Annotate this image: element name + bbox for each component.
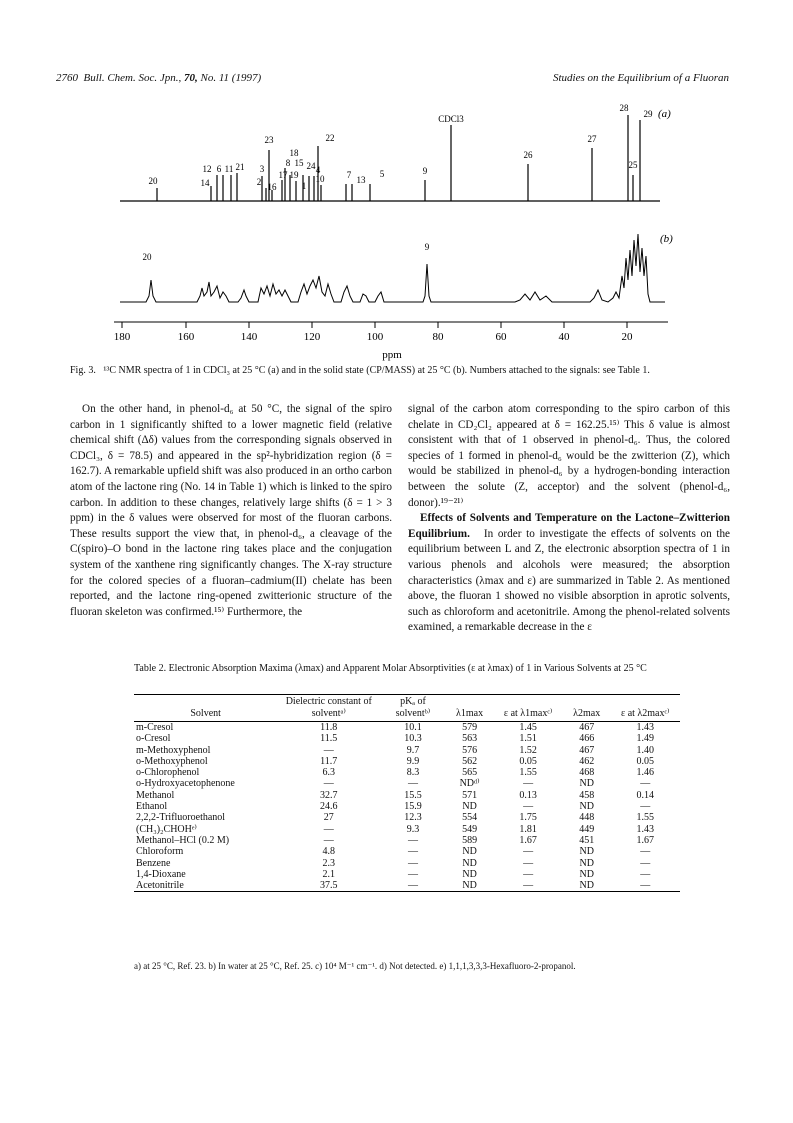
- table-cell: 10.1: [404, 722, 422, 733]
- table-cell: 15.5: [404, 789, 422, 801]
- table-header: Solvent: [190, 708, 221, 719]
- table-row: [134, 869, 680, 880]
- table-row: [134, 767, 680, 778]
- peak-label: 20: [148, 176, 158, 186]
- solvent-cell: Methanol: [136, 789, 175, 801]
- journal-name: Bull. Chem. Soc. Jpn.,: [83, 72, 182, 84]
- table-cell: —: [523, 846, 534, 858]
- peak-label: 14: [200, 178, 210, 188]
- table-cell: —: [640, 857, 651, 869]
- figure-label: Fig. 3.: [70, 365, 96, 376]
- table-cell: 589: [462, 834, 478, 846]
- table-cell: 10.3: [404, 733, 422, 745]
- solvent-cell: Methanol–HCl (0.2 M): [136, 834, 230, 846]
- table-cell: —: [407, 857, 418, 869]
- table-cell: 0.13: [519, 789, 537, 801]
- solvent-cell: o-Chlorophenol: [136, 767, 200, 779]
- table-cell: —: [323, 744, 334, 756]
- peak-label: 24: [306, 161, 316, 171]
- table-cell: 9.3: [406, 823, 420, 835]
- journal-issue: No. 11 (1997): [200, 72, 262, 84]
- peak-label: 29: [643, 109, 653, 119]
- table-cell: 0.14: [636, 789, 655, 801]
- table-cell: ND: [579, 868, 594, 880]
- table-cell: 467: [579, 744, 595, 756]
- table-header: ε at λ2maxᶜ⁾: [621, 708, 670, 719]
- table-cell: —: [640, 880, 651, 892]
- table-cell: 1.55: [636, 812, 655, 824]
- peak-label: 28: [619, 103, 629, 113]
- tick-label: 40: [558, 331, 570, 343]
- table-cell: 1.46: [636, 767, 655, 779]
- table-cell: —: [407, 846, 418, 858]
- peak-label: 4: [315, 165, 321, 175]
- table-cell: 1.45: [519, 722, 537, 733]
- peak-label: 15: [294, 158, 304, 168]
- table-cell: 1.67: [636, 834, 655, 846]
- tick-label: 180: [113, 331, 131, 343]
- body-column-left: [70, 402, 392, 620]
- table-row: [134, 880, 680, 892]
- peak-label: 9: [422, 166, 428, 176]
- solvent-cell: Chloroform: [136, 846, 184, 858]
- table-cell: 576: [462, 744, 478, 756]
- table-cell: 554: [462, 812, 478, 824]
- table-row: [134, 812, 680, 823]
- trace-label-a: (a): [658, 108, 671, 120]
- peak-label: 19: [289, 170, 299, 180]
- nmr-spectra-figure: [0, 0, 793, 365]
- table-row: [134, 790, 680, 801]
- table-cell: 565: [462, 767, 478, 779]
- tick-label: 100: [366, 331, 384, 343]
- table-cell: —: [523, 857, 534, 869]
- tick-label: 20: [621, 331, 633, 343]
- table-cell: ND: [579, 880, 594, 892]
- peak-label: 16: [267, 182, 277, 192]
- peak-label: 11: [224, 164, 234, 174]
- table-cell: 563: [462, 733, 478, 745]
- table-cell: 32.7: [320, 789, 338, 801]
- table-row: [134, 756, 680, 767]
- table-caption: Table 2. Electronic Absorption Maxima (λmax) and Apparent Molar Absorptivities (ε at λmax) of 1 in Various Solvents at 25 °C: [134, 663, 647, 674]
- table-header: λ2max: [573, 708, 601, 719]
- peak-label: 7: [346, 170, 352, 180]
- solvent-cell: o-Methoxyphenol: [136, 755, 208, 767]
- peak-label: 12: [202, 164, 212, 174]
- table-header-row: [134, 695, 680, 722]
- table-row: [134, 801, 680, 812]
- table-cell: 11.5: [320, 733, 338, 745]
- table-cell: 2.1: [322, 868, 335, 880]
- table-cell: —: [640, 846, 651, 858]
- tick-label: 80: [432, 331, 444, 343]
- table-cell: —: [407, 868, 418, 880]
- solvent-cell: Benzene: [136, 857, 171, 869]
- table-cell: 451: [579, 834, 595, 846]
- table-body: [134, 722, 680, 892]
- table-row: [134, 858, 680, 869]
- table-cell: 9.7: [406, 744, 420, 756]
- table-cell: 4.8: [322, 846, 335, 858]
- table-cell: 549: [462, 823, 478, 835]
- solvent-cell: Ethanol: [136, 801, 168, 813]
- body-paragraph-text: In order to investigate the effects of solvents on the equilibrium between L and Z, the electronic absorption spectra of 1 in various phenols and alcohols were measured; the absorption characteristics (λmax and ε) are summarized in Table 2. As mentioned above, the fluoran 1 showed no visible absorption in aprotic solvents, such as chloroform and acetonitrile. Among the phenol-related solvents examined, a remarkable decrease in the ε: [408, 527, 730, 634]
- table-cell: —: [407, 880, 418, 892]
- table-cell: 1.51: [519, 733, 537, 745]
- table-cell: —: [523, 868, 534, 880]
- peak-label: 26: [523, 150, 533, 160]
- table-cell: ND: [579, 778, 594, 790]
- table-row: [134, 824, 680, 835]
- journal-volume: 70,: [184, 72, 198, 84]
- table-cell: ND: [462, 857, 477, 869]
- table-header: Dielectric constant of solventᵃ⁾: [285, 696, 372, 719]
- table-cell: 0.05: [519, 755, 537, 767]
- table-cell: 1.67: [519, 834, 537, 846]
- solvent-cell: m-Methoxyphenol: [136, 744, 211, 756]
- table-header: λ1max: [456, 708, 484, 719]
- table-cell: —: [640, 801, 651, 813]
- table-cell: 12.3: [404, 812, 422, 824]
- table-cell: —: [323, 778, 334, 790]
- peak-label: 27: [587, 134, 597, 144]
- table-row: [134, 778, 680, 789]
- table-cell: 2.3: [322, 857, 335, 869]
- peak-label: 8: [285, 158, 291, 168]
- body-column-right: [408, 402, 730, 636]
- peak-label: 5: [379, 169, 385, 179]
- table-row: [134, 846, 680, 857]
- solvent-cell: 2,2,2-Trifluoroethanol: [136, 812, 226, 824]
- table-cell: 37.5: [320, 880, 338, 892]
- body-paragraph: On the other hand, in phenol-d₆ at 50 °C, the signal of the spiro carbon in 1 significantly shifted to a lower magnetic field (relative chemical shift (Δδ) values from the corresponding signals observed in CDCl₃, δ = 78.5) and appeared in the sp²-hybridization region (δ = 162.7). A remarkable upfield shift was also produced in an ortho carbon atom of the lactone ring (No. 14 in Table 1) which is linked to the spiro carbon. In addition to these changes, relatively large shifts (δ = 1 > 3 ppm) in the δ values were observed for most of the fluoran carbons. These results support the view that, in phenol-d₆, a cleavage of the C(spiro)–O bond in the lactone ring takes place and the conjugation system of the xanthene ring significantly changes. The X-ray structure for the colored species of a fluoran–cadmium(II) chelate has been reported, and the lactone ring-opened zwitterionic structure of the fluoran skeleton was confirmed.¹⁵⁾ Furthermore, the: [70, 403, 392, 618]
- table-row: [134, 835, 680, 846]
- solvent-cell: o-Hydroxyacetophenone: [136, 778, 235, 790]
- figure-caption: [70, 364, 730, 378]
- peak-label: 23: [264, 135, 274, 145]
- table-cell: —: [523, 880, 534, 892]
- table-cell: 27: [323, 812, 334, 824]
- table-cell: —: [407, 778, 418, 790]
- solvent-cell: Acetonitrile: [136, 880, 184, 892]
- table-cell: 458: [579, 789, 595, 801]
- table-cell: ND: [579, 801, 594, 813]
- body-paragraph: signal of the carbon atom corresponding to the spiro carbon of this chelate in CD₂Cl₂ appeared at δ = 162.25.¹⁵⁾ This δ value is almost consistent with that of 1 observed in phenol-d₆. Thus, the colored species of 1 formed in phenol-d₆ would be the zwitterion (Z), which would be stabilized in phenol-d₆ by a hydrogen-bonding interaction between the solute (Z, acceptor) and the solvent (phenol-d₆, donor).¹⁹⁻²¹⁾: [408, 403, 730, 509]
- table-cell: 467: [579, 722, 595, 733]
- peak-label: 6: [216, 164, 222, 174]
- table-cell: 1.75: [519, 812, 537, 824]
- peak-label: 18: [289, 148, 299, 158]
- peak-label: 17: [278, 170, 288, 180]
- table-cell: 1.43: [636, 722, 655, 733]
- table-cell: 571: [462, 789, 478, 801]
- tick-label: 140: [240, 331, 258, 343]
- table-cell: —: [323, 834, 334, 846]
- spectrum-a-labels: [149, 103, 654, 192]
- peak-label: 10: [315, 174, 325, 184]
- solvent-cell: 1,4-Dioxane: [136, 868, 186, 880]
- body-paragraph: [408, 511, 730, 636]
- table-cell: ND: [462, 880, 477, 892]
- table-row: [134, 733, 680, 744]
- table-cell: 448: [579, 812, 595, 824]
- peak-label-b: 20: [142, 252, 152, 262]
- table-cell: ND: [579, 846, 594, 858]
- peak-label: 21: [235, 162, 245, 172]
- table-cell: 9.9: [406, 755, 420, 767]
- table-cell: 15.9: [404, 801, 422, 813]
- table-cell: 11.8: [320, 722, 338, 733]
- page-number: 2760: [56, 72, 78, 84]
- tick-label: 160: [177, 331, 195, 343]
- table-cell: 449: [579, 823, 595, 835]
- table-cell: ND: [462, 846, 477, 858]
- spectrum-a: [120, 115, 660, 201]
- table-cell: —: [523, 778, 534, 790]
- table-cell: —: [323, 823, 334, 835]
- solvent-cell: o-Cresol: [136, 733, 171, 745]
- peak-label: 25: [628, 160, 638, 170]
- table-cell: NDᵈ⁾: [459, 778, 480, 790]
- peak-label: 22: [325, 133, 335, 143]
- tick-label: 60: [495, 331, 507, 343]
- table-cell: 6.3: [322, 767, 335, 779]
- table-row: [134, 722, 680, 734]
- tick-label: 120: [303, 331, 321, 343]
- table-cell: —: [407, 834, 418, 846]
- table-cell: 1.81: [519, 823, 537, 835]
- table-cell: 1.43: [636, 823, 655, 835]
- table-cell: 562: [462, 755, 478, 767]
- table-cell: ND: [462, 801, 477, 813]
- peak-label: 13: [356, 175, 366, 185]
- table-cell: 0.05: [636, 755, 655, 767]
- table-cell: 1.49: [636, 733, 655, 745]
- solvent-cell: m-Cresol: [136, 722, 174, 733]
- table-header: ε at λ1maxᶜ⁾: [503, 708, 553, 719]
- running-title: Studies on the Equilibrium of a Fluoran: [553, 72, 729, 84]
- cdcl3-label: CDCl3: [438, 114, 464, 124]
- peak-label-b: 9: [424, 242, 430, 252]
- table-footnote: a) at 25 °C, Ref. 23. b) In water at 25 °C, Ref. 25. c) 10⁴ M⁻¹ cm⁻¹. d) Not detected. e) 1,1,1,3,3,3-Hexafluoro-2-propanol.: [134, 961, 576, 971]
- table-cell: 1.55: [519, 767, 537, 779]
- table-cell: —: [640, 868, 651, 880]
- peak-label: 2: [256, 177, 262, 187]
- section-title: Effects of Solvents and Temperature on the Lactone–Zwitterion Equilibrium.: [408, 512, 730, 540]
- table-cell: —: [523, 801, 534, 813]
- peak-label: 1: [301, 181, 307, 191]
- figure-caption-text: ¹³C NMR spectra of 1 in CDCl₃ at 25 °C (a) and in the solid state (CP/MASS) at 25 °C (b). Numbers attached to the signals: see Table 1.: [103, 365, 650, 376]
- axis-label: ppm: [382, 349, 402, 361]
- table-cell: 468: [579, 767, 595, 779]
- table-cell: ND: [579, 857, 594, 869]
- table-cell: 579: [462, 722, 478, 733]
- table-cell: 8.3: [406, 767, 420, 779]
- table-cell: 11.7: [320, 755, 338, 767]
- ppm-axis: [114, 322, 668, 361]
- table-cell: ND: [462, 868, 477, 880]
- table-cell: 462: [579, 755, 595, 767]
- table-cell: 1.52: [519, 744, 537, 756]
- table-cell: 24.6: [320, 801, 338, 813]
- table-header: pKₐ of solventᵇ⁾: [395, 696, 431, 719]
- table-cell: —: [640, 778, 651, 790]
- peak-label: 3: [259, 164, 265, 174]
- solvent-cell: (CH₃)₂CHOHᵉ⁾: [136, 823, 197, 835]
- table-cell: 1.40: [636, 744, 655, 756]
- spectrum-b: [120, 234, 665, 302]
- table-cell: 466: [579, 733, 595, 745]
- table-2: [134, 694, 680, 892]
- trace-label-b: (b): [660, 233, 673, 245]
- table-row: [134, 745, 680, 756]
